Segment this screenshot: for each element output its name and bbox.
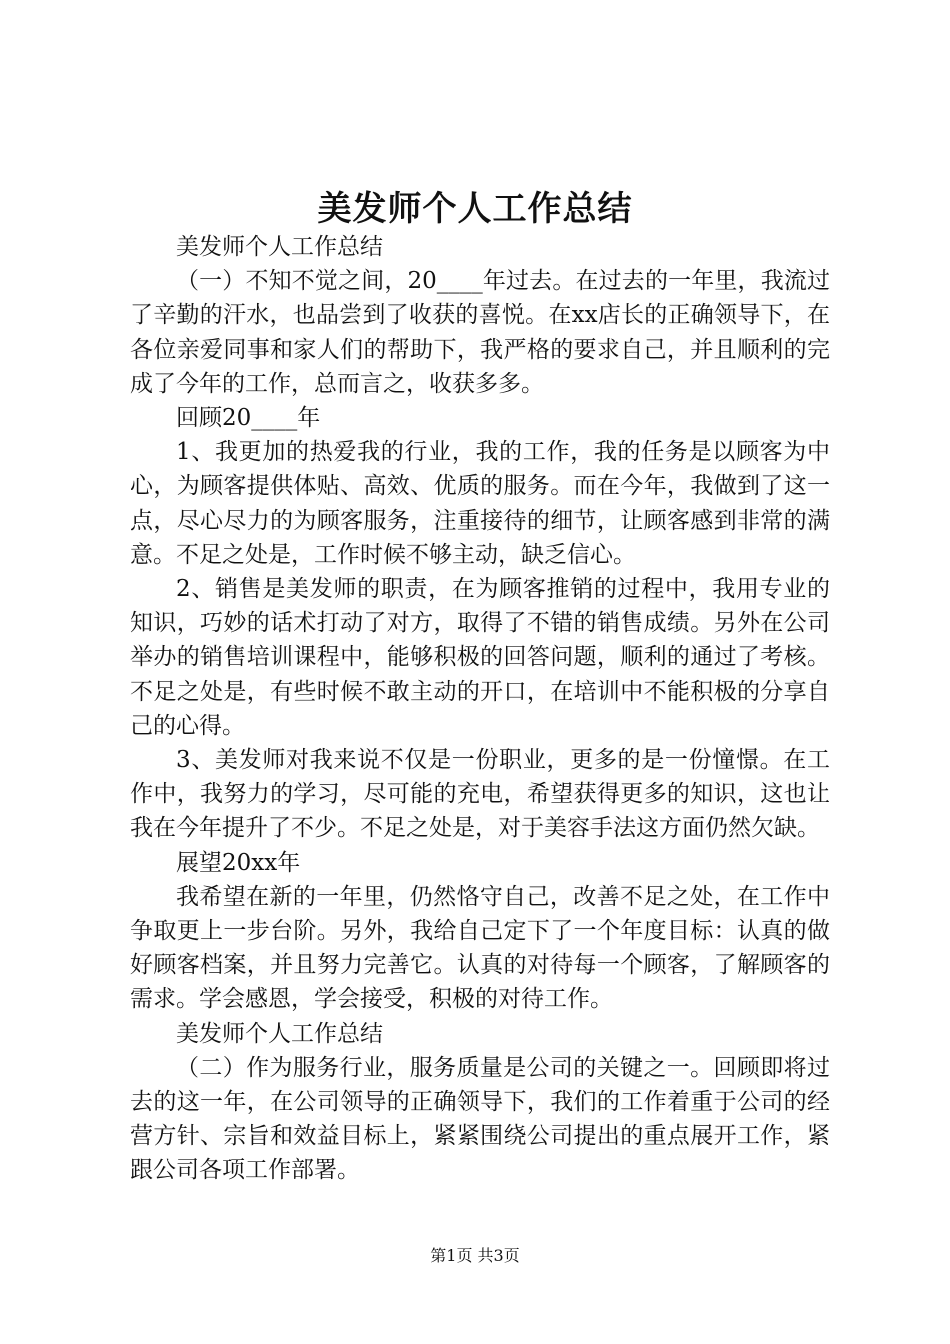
- section-heading: 回顾20____年: [176, 405, 321, 432]
- paragraph: （一）不知不觉之间，20____年过去。在过去的一年里，我流过了辛勤的汗水，也品尝到了收获的喜悦。在xx店长的正确领导下，在各位亲爱同事和家人们的帮助下，我严格的要求自己，并且顺利的完成了今年的工作，总而言之，收获多多。: [130, 268, 830, 397]
- section-heading: 展望20xx年: [176, 849, 301, 876]
- page-number: 第1页 共3页: [430, 1246, 520, 1265]
- section-heading: 美发师个人工作总结: [176, 1020, 383, 1047]
- paragraph: 我希望在新的一年里，仍然恪守自己，改善不足之处，在工作中争取更上一步台阶。另外，我给自己定下了一个年度目标：认真的做好顾客档案，并且努力完善它。认真的对待每一个顾客，了解顾客的需求。学会感恩，学会接受，积极的对待工作。: [130, 883, 830, 1013]
- section-heading: 美发师个人工作总结: [176, 234, 383, 260]
- document-title: 美发师个人工作总结: [317, 189, 633, 229]
- paragraph: （二）作为服务行业，服务质量是公司的关键之一。回顾即将过去的这一年，在公司领导的正确领导下，我们的工作着重于公司的经营方针、宗旨和效益目标上，紧紧围绕公司提出的重点展开工作，紧跟公司各项工作部署。: [130, 1054, 830, 1184]
- paragraph: 3、美发师对我来说不仅是一份职业，更多的是一份憧憬。在工作中，我努力的学习，尽可能的充电，希望获得更多的知识，这也让我在今年提升了不少。不足之处是，对于美容手法这方面仍然欠缺。: [130, 747, 830, 842]
- paragraph: 2、销售是美发师的职责，在为顾客推销的过程中，我用专业的知识，巧妙的话术打动了对方，取得了不错的销售成绩。另外在公司举办的销售培训课程中，能够积极的回答问题，顺利的通过了考核。不足之处是，有些时候不敢主动的开口，在培训中不能积极的分享自己的心得。: [130, 576, 830, 739]
- paragraph: 1、我更加的热爱我的行业，我的工作，我的任务是以顾客为中心，为顾客提供体贴、高效、优质的服务。而在今年，我做到了这一点，尽心尽力的为顾客服务，注重接待的细节，让顾客感到非常的满意。不足之处是，工作时候不够主动，缺乏信心。: [130, 439, 830, 568]
- document-body: [130, 230, 830, 1188]
